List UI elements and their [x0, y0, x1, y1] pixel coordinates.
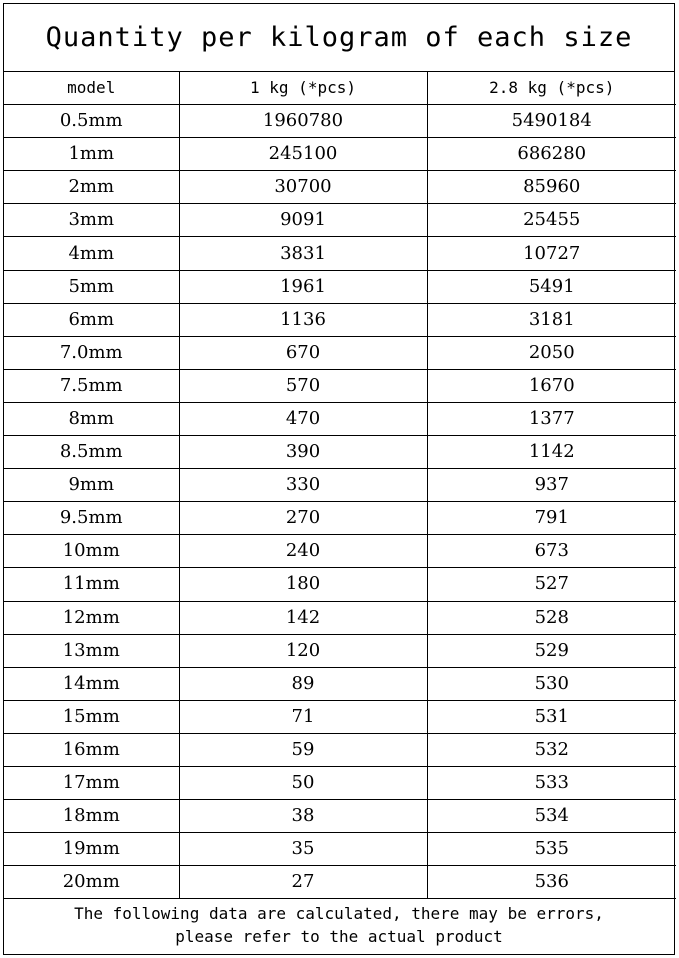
- column-header-1kg: 1 kg (*pcs): [179, 72, 427, 105]
- column-header-model: model: [4, 72, 179, 105]
- model-cell: 16mm: [4, 733, 179, 766]
- footnote-line-1: The following data are calculated, there may be errors,: [74, 904, 604, 924]
- qty-2-8kg-cell: 536: [427, 866, 676, 899]
- model-cell: 20mm: [4, 866, 179, 899]
- footnote: [4, 897, 674, 954]
- header-row: [4, 72, 676, 105]
- table-row: [4, 568, 676, 601]
- qty-1kg-cell: 71: [179, 700, 427, 733]
- qty-2-8kg-cell: 937: [427, 469, 676, 502]
- model-cell: 8mm: [4, 402, 179, 435]
- table-row: [4, 105, 676, 138]
- table-row: [4, 733, 676, 766]
- table-row: [4, 237, 676, 270]
- qty-2-8kg-cell: 530: [427, 667, 676, 700]
- qty-2-8kg-cell: 528: [427, 601, 676, 634]
- model-cell: 19mm: [4, 833, 179, 866]
- qty-2-8kg-cell: 673: [427, 535, 676, 568]
- qty-2-8kg-cell: 5491: [427, 270, 676, 303]
- table-row: [4, 833, 676, 866]
- table-row: [4, 436, 676, 469]
- table-row: [4, 766, 676, 799]
- model-cell: 6mm: [4, 303, 179, 336]
- qty-2-8kg-cell: 529: [427, 634, 676, 667]
- table-row: [4, 866, 676, 899]
- qty-1kg-cell: 1960780: [179, 105, 427, 138]
- table-row: [4, 800, 676, 833]
- table-row: [4, 369, 676, 402]
- qty-2-8kg-cell: 2050: [427, 336, 676, 369]
- table-row: [4, 601, 676, 634]
- qty-2-8kg-cell: 1377: [427, 402, 676, 435]
- model-cell: 7.0mm: [4, 336, 179, 369]
- qty-2-8kg-cell: 535: [427, 833, 676, 866]
- model-cell: 2mm: [4, 171, 179, 204]
- qty-1kg-cell: 35: [179, 833, 427, 866]
- table-row: [4, 402, 676, 435]
- qty-2-8kg-cell: 527: [427, 568, 676, 601]
- qty-1kg-cell: 240: [179, 535, 427, 568]
- model-cell: 14mm: [4, 667, 179, 700]
- qty-1kg-cell: 9091: [179, 204, 427, 237]
- qty-1kg-cell: 390: [179, 436, 427, 469]
- table-row: [4, 502, 676, 535]
- model-cell: 1mm: [4, 138, 179, 171]
- qty-2-8kg-cell: 85960: [427, 171, 676, 204]
- qty-2-8kg-cell: 5490184: [427, 105, 676, 138]
- model-cell: 13mm: [4, 634, 179, 667]
- qty-1kg-cell: 245100: [179, 138, 427, 171]
- table-row: [4, 336, 676, 369]
- table-row: [4, 700, 676, 733]
- qty-2-8kg-cell: 534: [427, 800, 676, 833]
- model-cell: 11mm: [4, 568, 179, 601]
- qty-1kg-cell: 470: [179, 402, 427, 435]
- qty-1kg-cell: 670: [179, 336, 427, 369]
- qty-1kg-cell: 50: [179, 766, 427, 799]
- model-cell: 3mm: [4, 204, 179, 237]
- table-row: [4, 270, 676, 303]
- qty-1kg-cell: 142: [179, 601, 427, 634]
- qty-2-8kg-cell: 1670: [427, 369, 676, 402]
- qty-2-8kg-cell: 25455: [427, 204, 676, 237]
- qty-1kg-cell: 59: [179, 733, 427, 766]
- model-cell: 5mm: [4, 270, 179, 303]
- qty-1kg-cell: 3831: [179, 237, 427, 270]
- model-cell: 15mm: [4, 700, 179, 733]
- model-cell: 10mm: [4, 535, 179, 568]
- qty-2-8kg-cell: 791: [427, 502, 676, 535]
- qty-2-8kg-cell: 10727: [427, 237, 676, 270]
- qty-1kg-cell: 120: [179, 634, 427, 667]
- model-cell: 18mm: [4, 800, 179, 833]
- qty-1kg-cell: 570: [179, 369, 427, 402]
- qty-1kg-cell: 270: [179, 502, 427, 535]
- table-row: [4, 469, 676, 502]
- qty-1kg-cell: 330: [179, 469, 427, 502]
- footnote-line-2: please refer to the actual product: [175, 926, 503, 946]
- column-header-2-8kg: 2.8 kg (*pcs): [427, 72, 676, 105]
- qty-1kg-cell: 30700: [179, 171, 427, 204]
- table-row: [4, 138, 676, 171]
- qty-2-8kg-cell: 533: [427, 766, 676, 799]
- qty-1kg-cell: 27: [179, 866, 427, 899]
- model-cell: 9.5mm: [4, 502, 179, 535]
- model-cell: 7.5mm: [4, 369, 179, 402]
- table-row: [4, 303, 676, 336]
- qty-1kg-cell: 1136: [179, 303, 427, 336]
- qty-2-8kg-cell: 686280: [427, 138, 676, 171]
- qty-1kg-cell: 1961: [179, 270, 427, 303]
- qty-2-8kg-cell: 531: [427, 700, 676, 733]
- table-row: [4, 535, 676, 568]
- qty-2-8kg-cell: 532: [427, 733, 676, 766]
- qty-1kg-cell: 89: [179, 667, 427, 700]
- table-row: [4, 634, 676, 667]
- qty-2-8kg-cell: 3181: [427, 303, 676, 336]
- model-cell: 8.5mm: [4, 436, 179, 469]
- table-body: [4, 105, 676, 899]
- sheet-title: Quantity per kilogram of each size: [4, 4, 674, 72]
- table-row: [4, 204, 676, 237]
- model-cell: 17mm: [4, 766, 179, 799]
- quantity-sheet: [3, 3, 675, 955]
- quantity-table: [4, 72, 676, 899]
- qty-1kg-cell: 38: [179, 800, 427, 833]
- model-cell: 12mm: [4, 601, 179, 634]
- model-cell: 4mm: [4, 237, 179, 270]
- qty-1kg-cell: 180: [179, 568, 427, 601]
- qty-2-8kg-cell: 1142: [427, 436, 676, 469]
- model-cell: 9mm: [4, 469, 179, 502]
- table-header: [4, 72, 676, 105]
- table-row: [4, 171, 676, 204]
- table-row: [4, 667, 676, 700]
- model-cell: 0.5mm: [4, 105, 179, 138]
